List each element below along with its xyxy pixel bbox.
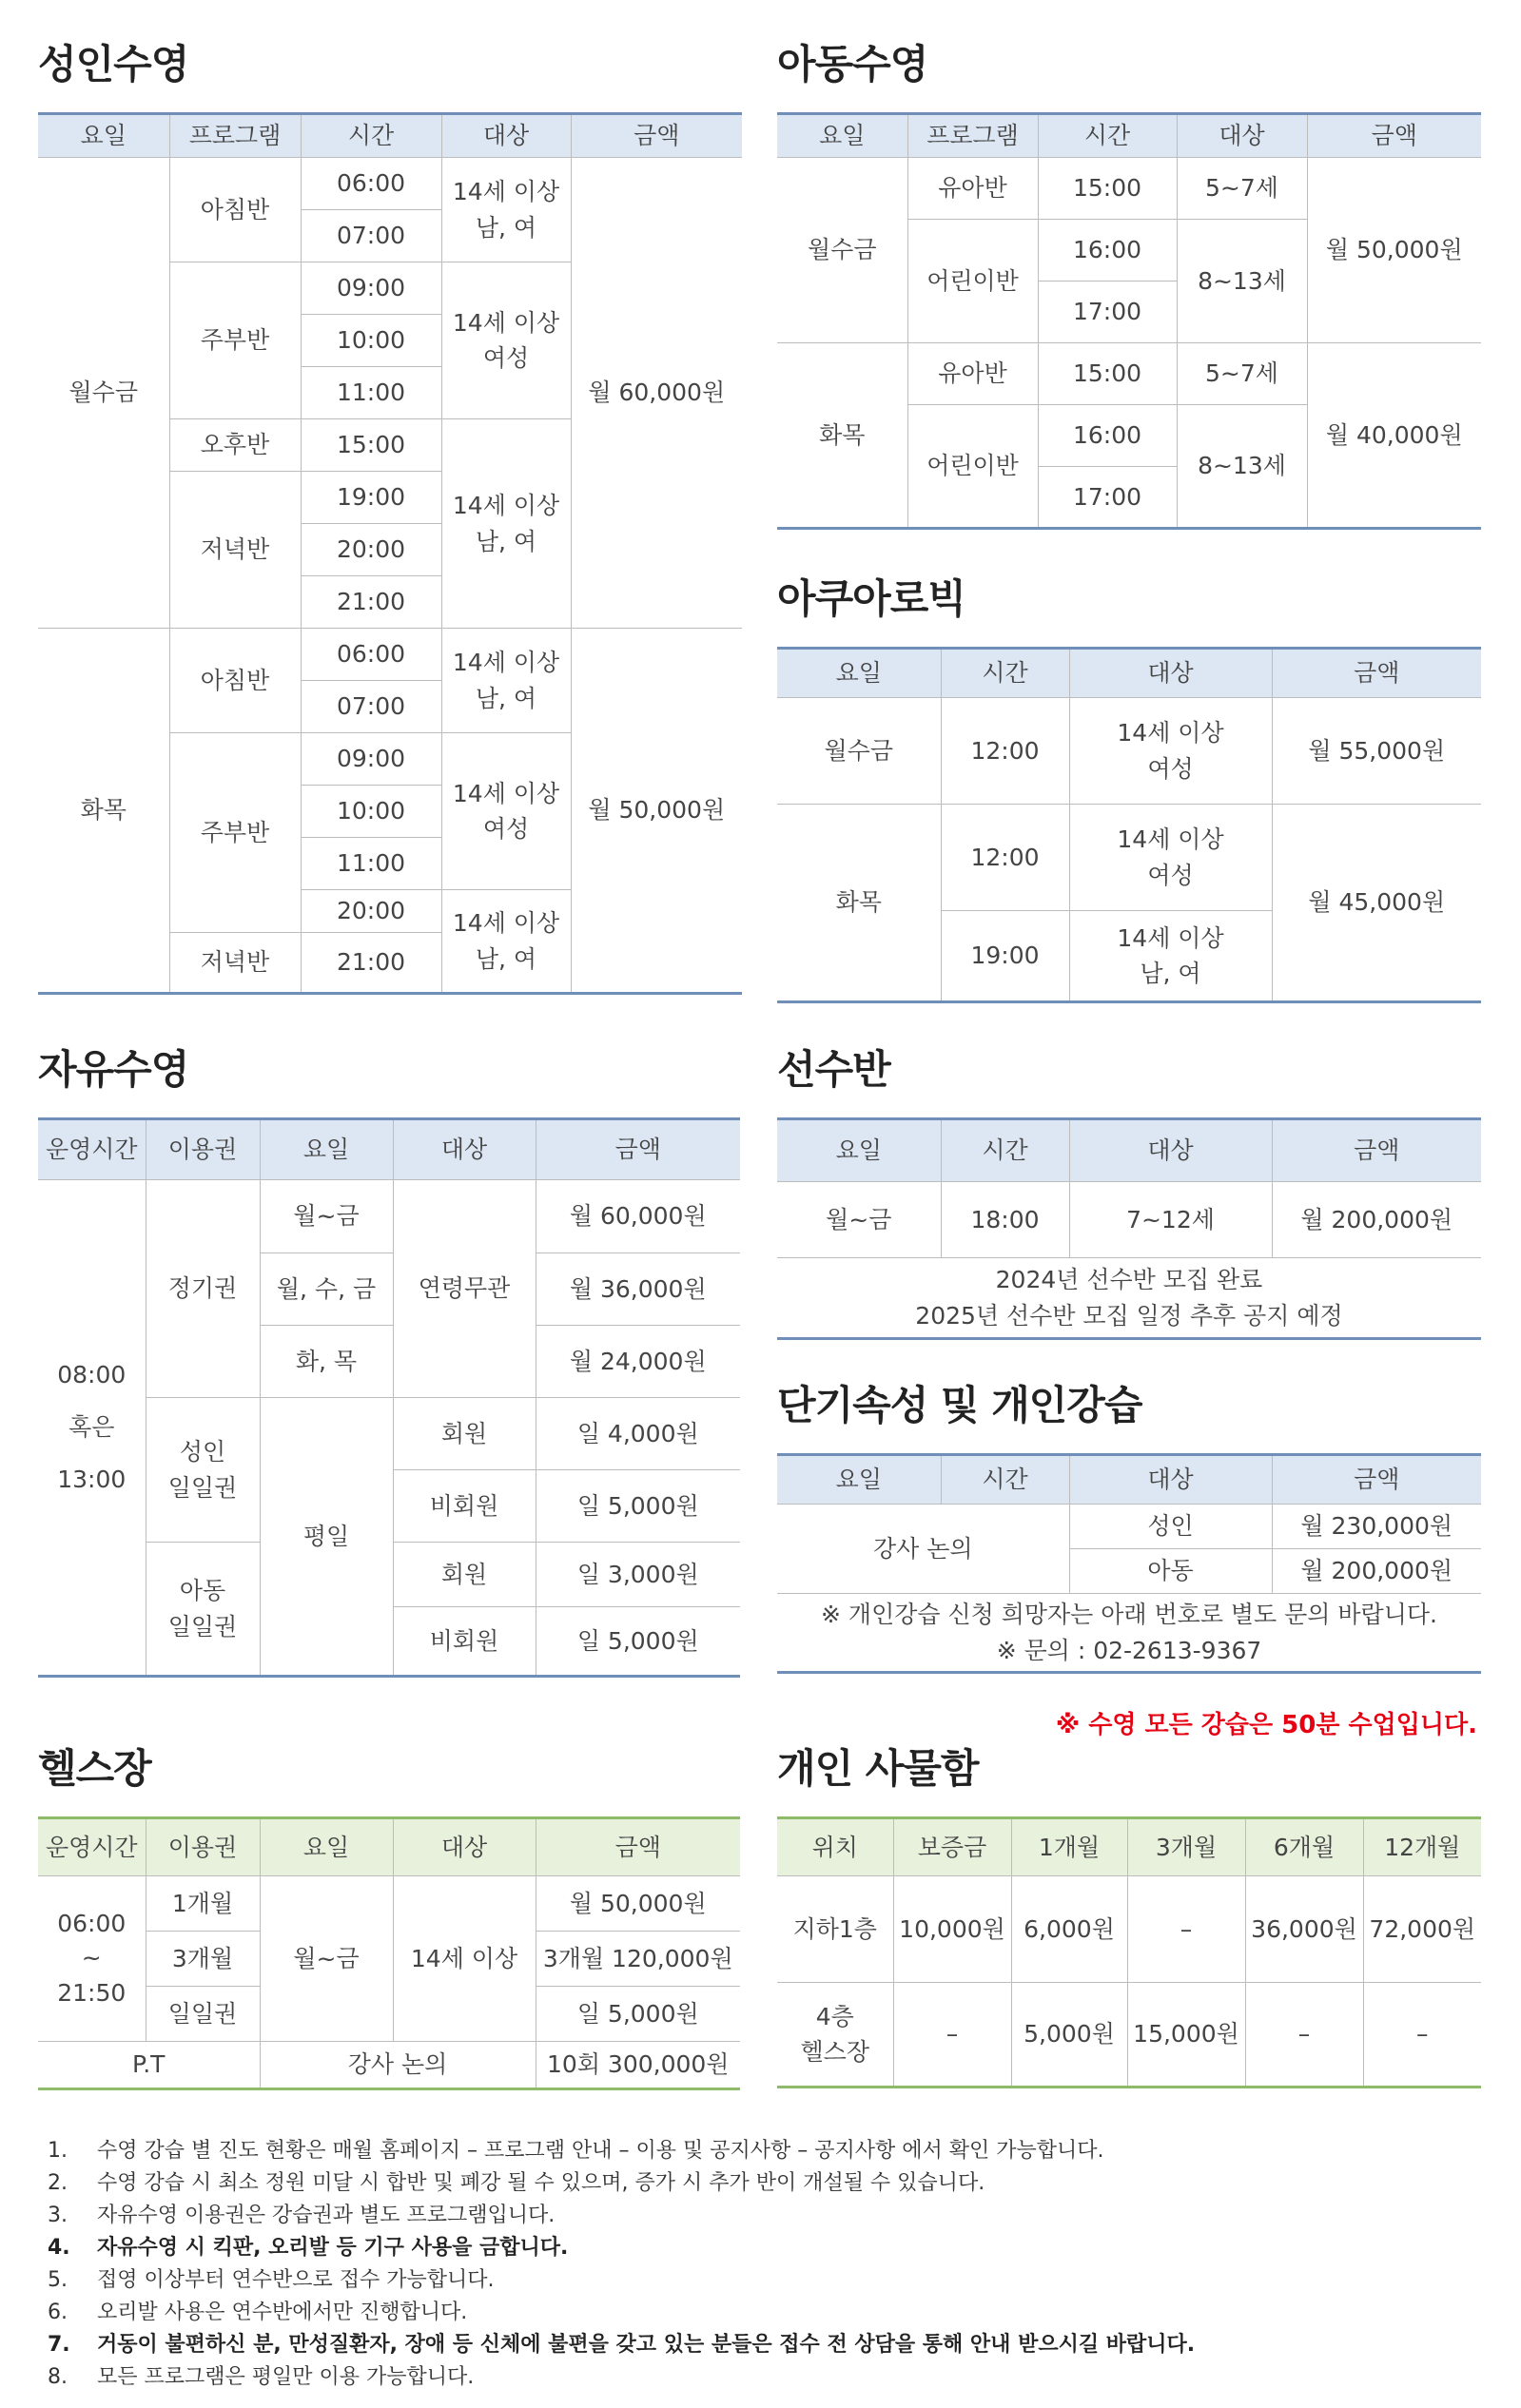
price-cell: 월 50,000원 <box>571 629 742 994</box>
time-cell: 19:00 <box>301 472 441 524</box>
price-cell: 월 45,000원 <box>1272 805 1481 1002</box>
day-time-cell: 강사 논의 <box>777 1505 1069 1594</box>
pass-cell: 1개월 <box>146 1876 260 1932</box>
price-cell: 일 5,000원 <box>536 1607 740 1677</box>
program-cell: 유아반 <box>907 158 1038 220</box>
time-cell: 17:00 <box>1038 282 1177 343</box>
gym-table <box>38 1816 740 2090</box>
time-cell: 17:00 <box>1038 467 1177 529</box>
header-cell: 금액 <box>1272 1119 1481 1182</box>
pass-cell: 3개월 <box>146 1932 260 1987</box>
price-cell: 일 5,000원 <box>536 1987 740 2042</box>
program-cell: 주부반 <box>169 733 301 933</box>
price-cell: 일 5,000원 <box>536 1470 740 1543</box>
day-cell: 월수금 <box>777 698 941 805</box>
time-cell: 18:00 <box>941 1182 1069 1258</box>
locker-cell: 5,000원 <box>1011 1983 1127 2088</box>
header-cell: 금액 <box>1272 1455 1481 1505</box>
target-cell: 14세 이상 남, 여 <box>1069 911 1272 1002</box>
pt-discuss-cell: 강사 논의 <box>260 2042 536 2089</box>
header-cell: 위치 <box>777 1818 893 1876</box>
time-cell: 06:00 <box>301 629 441 681</box>
target-cell: 14세 이상 남, 여 <box>441 419 571 629</box>
header-cell: 시간 <box>941 1119 1069 1182</box>
athlete-section <box>777 1041 1481 1340</box>
program-cell: 오후반 <box>169 419 301 472</box>
note-item <box>48 2200 1474 2232</box>
price-cell: 월 24,000원 <box>536 1326 740 1398</box>
header-cell: 요일 <box>777 1119 941 1182</box>
time-cell: 07:00 <box>301 681 441 733</box>
section-title: 헬스장 <box>38 1745 151 1792</box>
locker-cell: 10,000원 <box>893 1876 1011 1983</box>
price-cell: 일 4,000원 <box>536 1398 740 1470</box>
target-cell: 비회원 <box>393 1607 536 1677</box>
locker-cell: – <box>1245 1983 1363 2088</box>
day-cell: 월~금 <box>777 1182 941 1258</box>
price-cell: 월 36,000원 <box>536 1253 740 1326</box>
program-cell: 아침반 <box>169 158 301 262</box>
time-cell: 21:00 <box>301 576 441 629</box>
day-cell: 화목 <box>38 629 169 994</box>
section-title: 단기속성 및 개인강습 <box>777 1382 1142 1428</box>
day-cell: 화목 <box>777 343 907 529</box>
program-cell: 어린이반 <box>907 405 1038 529</box>
header-cell: 6개월 <box>1245 1818 1363 1876</box>
header-cell: 금액 <box>536 1119 740 1180</box>
target-cell: 14세 이상 남, 여 <box>441 158 571 262</box>
note-item <box>48 2361 1474 2394</box>
pass-cell: 성인 일일권 <box>146 1398 260 1543</box>
program-cell: 저녁반 <box>169 933 301 994</box>
section-title: 선수반 <box>777 1046 890 1093</box>
note-text: 자유수영 이용권은 강습권과 별도 프로그램입니다. <box>97 2204 556 2227</box>
section-title: 자유수영 <box>38 1046 189 1093</box>
time-cell: 09:00 <box>301 262 441 315</box>
aquarobic-table <box>777 647 1481 1003</box>
section-title: 성인수영 <box>38 41 189 87</box>
day-cell: 화목 <box>777 805 941 1002</box>
athlete-note: 2024년 선수반 모집 완료 2025년 선수반 모집 일정 추후 공지 예정 <box>777 1258 1481 1339</box>
section-title: 아쿠아로빅 <box>777 575 965 622</box>
price-cell: 월 230,000원 <box>1272 1505 1481 1549</box>
note-item <box>48 2232 1474 2264</box>
header-cell: 이용권 <box>146 1119 260 1180</box>
target-cell: 성인 <box>1069 1505 1272 1549</box>
note-number: 5. <box>48 2268 68 2292</box>
header-cell: 운영시간 <box>38 1818 146 1876</box>
header-cell: 요일 <box>260 1119 393 1180</box>
program-cell: 어린이반 <box>907 220 1038 343</box>
header-cell: 프로그램 <box>907 114 1038 158</box>
note-number: 1. <box>48 2139 68 2163</box>
locker-cell: 지하1층 <box>777 1876 893 1983</box>
target-cell: 회원 <box>393 1543 536 1607</box>
time-cell: 06:00 <box>301 158 441 210</box>
price-cell: 월 55,000원 <box>1272 698 1481 805</box>
target-cell: 14세 이상 여성 <box>1069 698 1272 805</box>
price-cell: 일 3,000원 <box>536 1543 740 1607</box>
notes-list <box>48 2135 1474 2394</box>
time-cell: 10:00 <box>301 315 441 367</box>
day-cell: 월~금 <box>260 1180 393 1253</box>
note-item <box>48 2264 1474 2297</box>
note-number: 3. <box>48 2204 68 2227</box>
note-item <box>48 2167 1474 2200</box>
header-cell: 요일 <box>777 649 941 698</box>
target-cell: 아동 <box>1069 1549 1272 1594</box>
target-cell: 연령무관 <box>393 1180 536 1398</box>
target-cell: 7~12세 <box>1069 1182 1272 1258</box>
day-cell: 월수금 <box>38 158 169 629</box>
header-cell: 대상 <box>1069 1455 1272 1505</box>
header-cell: 이용권 <box>146 1818 260 1876</box>
private-note: ※ 개인강습 신청 희망자는 아래 번호로 별도 문의 바랍니다. ※ 문의 : 02-2613-9367 <box>777 1594 1481 1673</box>
price-cell: 10회 300,000원 <box>536 2042 740 2089</box>
header-cell: 금액 <box>571 114 742 158</box>
header-cell: 금액 <box>536 1818 740 1876</box>
note-text: 접영 이상부터 연수반으로 접수 가능합니다. <box>97 2268 495 2292</box>
program-cell: 유아반 <box>907 343 1038 405</box>
note-text: 거동이 불편하신 분, 만성질환자, 장애 등 신체에 불편을 갖고 있는 분들은 접수 전 상담을 통해 안내 받으시길 바랍니다. <box>97 2333 1196 2357</box>
day-cell: 월~금 <box>260 1876 393 2042</box>
price-cell: 월 200,000원 <box>1272 1549 1481 1594</box>
header-cell: 대상 <box>393 1119 536 1180</box>
time-cell: 15:00 <box>301 419 441 472</box>
pass-cell: 아동 일일권 <box>146 1543 260 1677</box>
header-cell: 1개월 <box>1011 1818 1127 1876</box>
note-text: 모든 프로그램은 평일만 이용 가능합니다. <box>97 2365 475 2389</box>
class-duration-notice: ※ 수영 모든 강습은 50분 수업입니다. <box>1055 1711 1477 1739</box>
free-swim-table <box>38 1117 740 1678</box>
header-cell: 대상 <box>1069 649 1272 698</box>
header-cell: 대상 <box>441 114 571 158</box>
target-cell: 14세 이상 남, 여 <box>441 629 571 733</box>
note-text: 수영 강습 시 최소 정원 미달 시 합반 및 폐강 될 수 있으며, 증가 시 추가 반이 개설될 수 있습니다. <box>97 2171 985 2195</box>
time-cell: 15:00 <box>1038 343 1177 405</box>
time-cell: 07:00 <box>301 210 441 262</box>
locker-cell: 72,000원 <box>1363 1876 1481 1983</box>
header-cell: 요일 <box>260 1818 393 1876</box>
header-cell: 요일 <box>38 114 169 158</box>
time-cell: 11:00 <box>301 367 441 419</box>
note-text: 수영 강습 별 진도 현황은 매월 홈페이지 – 프로그램 안내 – 이용 및 공지사항 – 공지사항 에서 확인 가능합니다. <box>97 2139 1104 2163</box>
locker-cell: 15,000원 <box>1127 1983 1245 2088</box>
free-swim-section <box>38 1041 740 1678</box>
day-cell: 월수금 <box>777 158 907 343</box>
locker-table <box>777 1816 1481 2088</box>
target-cell: 14세 이상 여성 <box>441 262 571 419</box>
locker-cell: 36,000원 <box>1245 1876 1363 1983</box>
time-cell: 19:00 <box>941 911 1069 1002</box>
header-cell: 시간 <box>301 114 441 158</box>
pass-cell: 정기권 <box>146 1180 260 1398</box>
header-cell: 요일 <box>777 114 907 158</box>
header-cell: 대상 <box>393 1818 536 1876</box>
target-cell: 비회원 <box>393 1470 536 1543</box>
price-cell: 3개월 120,000원 <box>536 1932 740 1987</box>
pass-cell: 일일권 <box>146 1987 260 2042</box>
header-cell: 보증금 <box>893 1818 1011 1876</box>
locker-cell: – <box>1127 1876 1245 1983</box>
note-number: 2. <box>48 2171 68 2195</box>
time-cell: 20:00 <box>301 524 441 576</box>
time-cell: 09:00 <box>301 733 441 786</box>
header-cell: 대상 <box>1177 114 1307 158</box>
target-cell: 14세 이상 여성 <box>441 733 571 890</box>
price-cell: 월 60,000원 <box>536 1180 740 1253</box>
price-cell: 월 40,000원 <box>1307 343 1481 529</box>
header-cell: 운영시간 <box>38 1119 146 1180</box>
time-cell: 21:00 <box>301 933 441 994</box>
time-cell: 10:00 <box>301 786 441 838</box>
target-cell: 5~7세 <box>1177 343 1307 405</box>
price-cell: 월 50,000원 <box>536 1876 740 1932</box>
price-cell: 월 60,000원 <box>571 158 742 629</box>
hours-cell: 08:00 혹은 13:00 <box>38 1180 146 1677</box>
note-number: 6. <box>48 2301 68 2324</box>
aquarobic-section <box>777 571 1481 1003</box>
time-cell: 12:00 <box>941 805 1069 911</box>
target-cell: 8~13세 <box>1177 405 1307 529</box>
hours-cell: 06:00 ~ 21:50 <box>38 1876 146 2042</box>
note-item <box>48 2135 1474 2167</box>
gym-section <box>38 1740 740 2090</box>
note-item <box>48 2329 1474 2361</box>
locker-cell: – <box>893 1983 1011 2088</box>
price-cell: 월 200,000원 <box>1272 1182 1481 1258</box>
time-cell: 11:00 <box>301 838 441 890</box>
header-cell: 시간 <box>1038 114 1177 158</box>
locker-section <box>777 1740 1481 2088</box>
note-number: 7. <box>48 2333 70 2357</box>
pt-cell: P.T <box>38 2042 260 2089</box>
athlete-table <box>777 1117 1481 1340</box>
note-number: 4. <box>48 2236 70 2260</box>
target-cell: 14세 이상 남, 여 <box>441 890 571 994</box>
private-lesson-section <box>777 1377 1481 1674</box>
target-cell: 회원 <box>393 1398 536 1470</box>
time-cell: 16:00 <box>1038 405 1177 467</box>
price-cell: 월 50,000원 <box>1307 158 1481 343</box>
day-cell: 월, 수, 금 <box>260 1253 393 1326</box>
header-cell: 대상 <box>1069 1119 1272 1182</box>
program-cell: 저녁반 <box>169 472 301 629</box>
target-cell: 14세 이상 <box>393 1876 536 2042</box>
note-number: 8. <box>48 2365 68 2389</box>
time-cell: 15:00 <box>1038 158 1177 220</box>
kids-swim-section <box>777 36 1481 530</box>
target-cell: 5~7세 <box>1177 158 1307 220</box>
time-cell: 20:00 <box>301 890 441 933</box>
locker-cell: – <box>1363 1983 1481 2088</box>
locker-cell: 4층 헬스장 <box>777 1983 893 2088</box>
time-cell: 16:00 <box>1038 220 1177 282</box>
header-cell: 시간 <box>941 1455 1069 1505</box>
note-text: 자유수영 시 킥판, 오리발 등 기구 사용을 금합니다. <box>97 2236 569 2260</box>
target-cell: 8~13세 <box>1177 220 1307 343</box>
header-cell: 금액 <box>1307 114 1481 158</box>
header-cell: 시간 <box>941 649 1069 698</box>
section-title: 개인 사물함 <box>777 1745 979 1792</box>
day-cell: 평일 <box>260 1398 393 1677</box>
header-cell: 3개월 <box>1127 1818 1245 1876</box>
header-cell: 프로그램 <box>169 114 301 158</box>
header-cell: 금액 <box>1272 649 1481 698</box>
kids-swim-table <box>777 112 1481 530</box>
header-cell: 12개월 <box>1363 1818 1481 1876</box>
note-item <box>48 2297 1474 2329</box>
adult-swim-table <box>38 112 742 995</box>
time-cell: 12:00 <box>941 698 1069 805</box>
private-lesson-table <box>777 1453 1481 1674</box>
day-cell: 화, 목 <box>260 1326 393 1398</box>
adult-swim-section <box>38 36 742 995</box>
section-title: 아동수영 <box>777 41 928 87</box>
program-cell: 아침반 <box>169 629 301 733</box>
header-cell: 요일 <box>777 1455 941 1505</box>
locker-cell: 6,000원 <box>1011 1876 1127 1983</box>
target-cell: 14세 이상 여성 <box>1069 805 1272 911</box>
note-text: 오리발 사용은 연수반에서만 진행합니다. <box>97 2301 468 2324</box>
program-cell: 주부반 <box>169 262 301 419</box>
